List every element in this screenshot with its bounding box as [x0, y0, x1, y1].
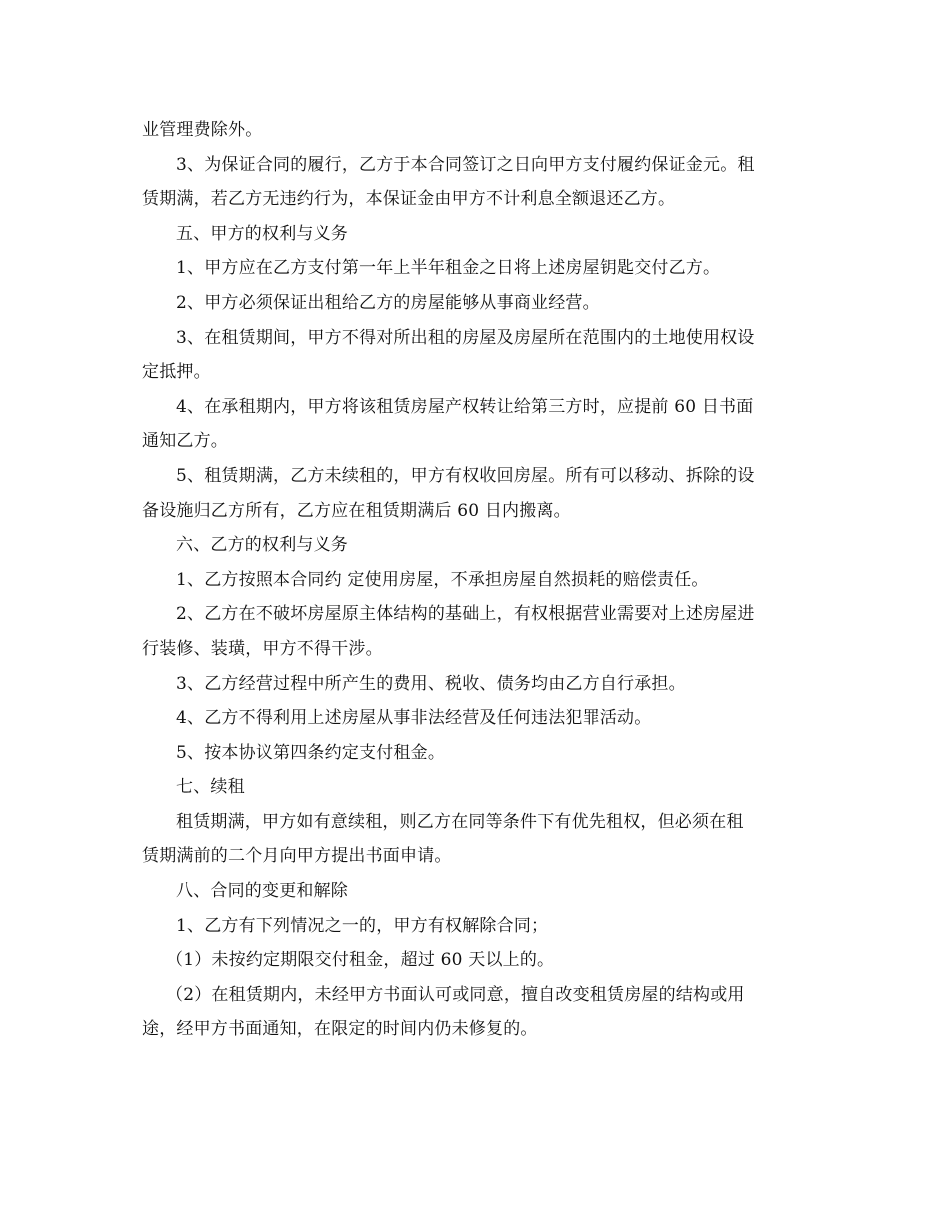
text-line-14: 1、乙方按照本合同约 定使用房屋，不承担房屋自然损耗的赔偿责任。: [176, 569, 709, 590]
text-line-10: 通知乙方。: [142, 431, 228, 452]
text-line-12: 备设施归乙方所有，乙方应在租赁期满后 60 日内搬离。: [142, 500, 571, 521]
text-line-24: 1、乙方有下列情况之一的，甲方有权解除合同；: [176, 915, 549, 936]
text-line-27: 途，经甲方书面通知，在限定的时间内仍未修复的。: [142, 1019, 538, 1040]
section-heading-8: 八、合同的变更和解除: [176, 881, 348, 902]
section-heading-7: 七、续租: [176, 777, 245, 798]
text-line-25: （1）未按约定期限交付租金，超过 60 天以上的。: [166, 950, 555, 971]
text-line-5: 1、甲方应在乙方支付第一年上半年租金之日将上述房屋钥匙交付乙方。: [176, 258, 721, 279]
text-line-22: 赁期满前的二个月向甲方提出书面申请。: [142, 846, 452, 867]
text-line-11: 5、租赁期满，乙方未续租的，甲方有权收回房屋。所有可以移动、拆除的设: [176, 465, 755, 486]
text-line-26: （2）在租赁期内，未经甲方书面认可或同意，擅自改变租赁房屋的结构或用: [166, 984, 745, 1005]
text-line-2: 3、为保证合同的履行，乙方于本合同签订之日向甲方支付履约保证金元。租: [176, 154, 755, 175]
section-heading-6: 六、乙方的权利与义务: [176, 535, 348, 556]
text-line-15: 2、乙方在不破坏房屋原主体结构的基础上，有权根据营业需要对上述房屋进: [176, 604, 755, 625]
text-line-19: 5、按本协议第四条约定支付租金。: [176, 742, 446, 763]
text-line-3: 赁期满，若乙方无违约行为，本保证金由甲方不计利息全额退还乙方。: [142, 189, 676, 210]
section-heading-5: 五、甲方的权利与义务: [176, 223, 348, 244]
text-line-18: 4、乙方不得利用上述房屋从事非法经营及任何违法犯罪活动。: [176, 708, 652, 729]
text-line-21: 租赁期满，甲方如有意续租，则乙方在同等条件下有优先租权，但必须在租: [176, 811, 744, 832]
text-line-9: 4、在承租期内，甲方将该租赁房屋产权转让给第三方时，应提前 60 日书面: [176, 396, 754, 417]
text-line-16: 行装修、装璜，甲方不得干涉。: [142, 638, 383, 659]
text-line-7: 3、在租赁期间，甲方不得对所出租的房屋及房屋所在范围内的土地使用权设: [176, 327, 755, 348]
text-line-8: 定抵押。: [142, 362, 211, 383]
text-line-17: 3、乙方经营过程中所产生的费用、税收、债务均由乙方自行承担。: [176, 673, 686, 694]
document-body: [142, 113, 806, 1047]
text-line-1: 业管理费除外。: [142, 120, 263, 140]
text-line-6: 2、甲方必须保证出租给乙方的房屋能够从事商业经营。: [176, 292, 600, 313]
